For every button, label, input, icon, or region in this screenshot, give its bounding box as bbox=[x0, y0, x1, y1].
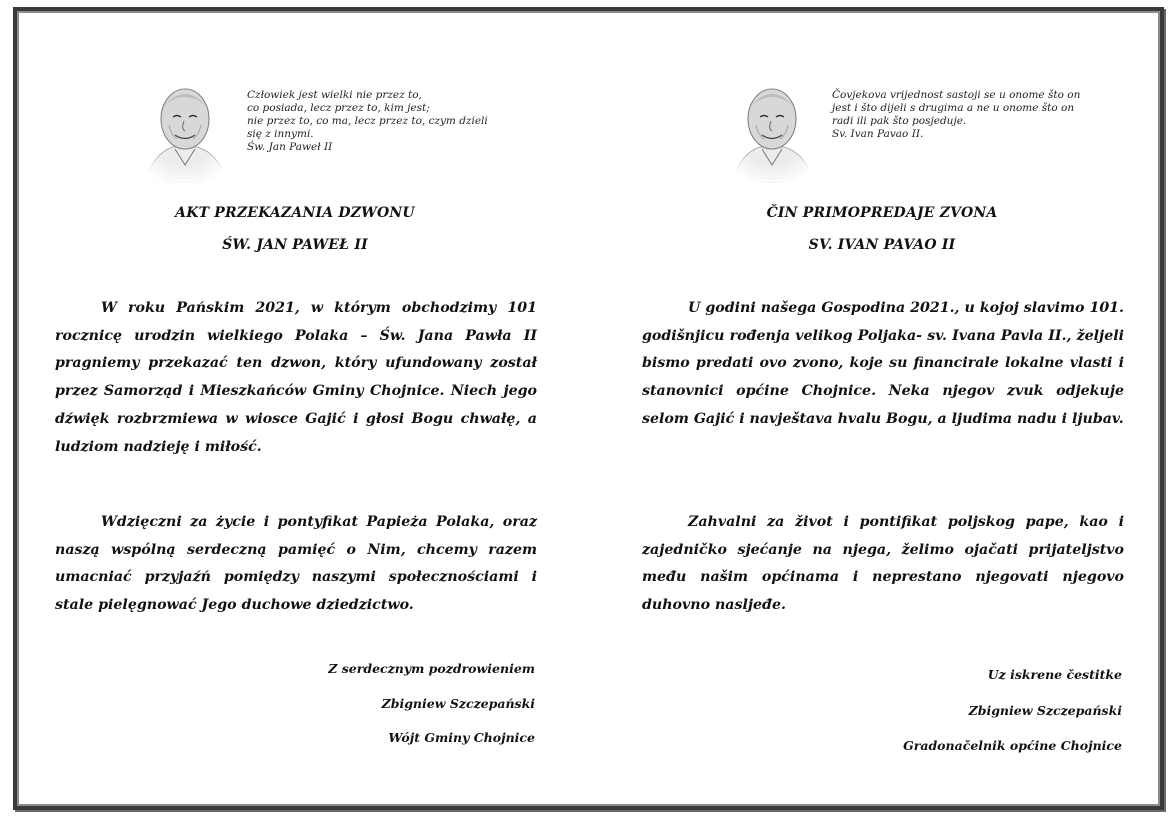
quote-block-croatian bbox=[642, 73, 1122, 183]
document-frame bbox=[13, 7, 1164, 810]
closing-polish: Z serdecznym pozdrowieniem bbox=[328, 661, 535, 676]
paragraph-text: Zahvalni za život i pontifikat poljskog pape, kao i zajedničko sjećanje na njega, želimo ojačati prijateljstvo među našim općinama i neprestano njegovati njegovo duhovno nasljeđe. bbox=[642, 514, 1124, 614]
quote-text-croatian bbox=[832, 89, 1132, 141]
quote-line: się z innymi. bbox=[247, 128, 314, 140]
document-subtitle-croatian: SV. IVAN PAVAO II bbox=[808, 237, 956, 253]
signatory-title-polish: Wójt Gminy Chojnice bbox=[388, 730, 535, 745]
closing-croatian: Uz iskrene čestitke bbox=[987, 667, 1122, 682]
quote-line: Człowiek jest wielki nie przez to, bbox=[247, 89, 422, 101]
signatory-name-croatian: Zbigniew Szczepański bbox=[968, 703, 1122, 718]
quote-attribution: Sv. Ivan Pavao II. bbox=[832, 128, 924, 140]
quote-text-polish bbox=[247, 89, 547, 154]
paragraph-1-croatian bbox=[642, 295, 1124, 434]
paragraph-2-croatian bbox=[642, 509, 1124, 620]
document-title-croatian: ČIN PRIMOPREDAJE ZVONA bbox=[766, 205, 998, 221]
signatory-name-polish: Zbigniew Szczepański bbox=[381, 696, 535, 711]
pope-portrait-icon bbox=[722, 73, 822, 183]
quote-block-polish bbox=[55, 73, 535, 183]
quote-line: jest i što dijeli s drugima a ne u onome što on bbox=[832, 102, 1075, 114]
paragraph-1-polish bbox=[55, 295, 537, 461]
signatory-title-croatian: Gradonačelnik općine Chojnice bbox=[903, 738, 1122, 753]
quote-line: co posiada, lecz przez to, kim jest; bbox=[247, 102, 430, 114]
document-title-polish: AKT PRZEKAZANIA DZWONU bbox=[175, 205, 415, 221]
quote-line: Čovjekova vrijednost sastoji se u onome što on bbox=[832, 89, 1081, 101]
paragraph-text: W roku Pańskim 2021, w którym obchodzimy 101 rocznicę urodzin wielkiego Polaka – Św. Jana Pawła II pragniemy przekazać ten dzwon, który ufundowany został przez Samorząd i Mieszkańców Gminy Chojnice. Niech jego dźwięk rozbrzmiewa w wiosce Gajić i głosi Bogu chwałę, a ludziom nadzieję i miłość. bbox=[55, 300, 537, 455]
quote-line: nie przez to, co ma, lecz przez to, czym dzieli bbox=[247, 115, 488, 127]
quote-attribution: Św. Jan Paweł II bbox=[247, 141, 333, 153]
pope-portrait-icon bbox=[135, 73, 235, 183]
paragraph-text: Wdzięczni za życie i pontyfikat Papieża Polaka, oraz naszą wspólną serdeczną pamięć o Nim, chcemy razem umacniać przyjaźń pomiędzy naszymi społecznościami i stale pielęgnować Jego duchowe dziedzictwo. bbox=[55, 514, 537, 614]
document-subtitle-polish: ŚW. JAN PAWEŁ II bbox=[222, 237, 368, 253]
paragraph-2-polish bbox=[55, 509, 537, 620]
paragraph-text: U godini našega Gospodina 2021., u kojoj slavimo 101. godišnjicu rođenja velikog Poljaka- sv. Ivana Pavla II., željeli bismo predati ovo zvono, koje su financirale lokalne vlasti i stanovnici općine Chojnice. Neka njegov zvuk odjekuje selom Gajić i navještava hvalu Bogu, a ljudima nadu i ljubav. bbox=[642, 300, 1124, 427]
quote-line: radi ili pak što posjeduje. bbox=[832, 115, 967, 127]
